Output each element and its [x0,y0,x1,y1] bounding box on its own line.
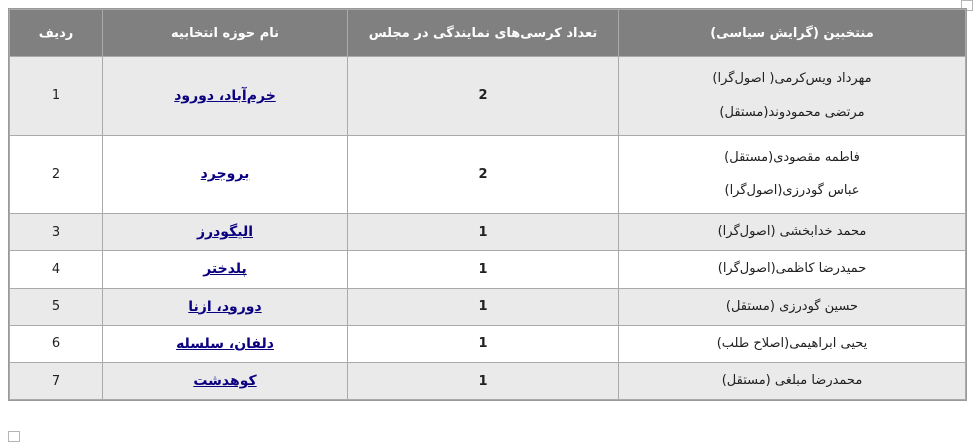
cell-row-number: 7 [10,362,103,399]
cell-voters [619,325,966,362]
constituency-link[interactable]: بروجرد [200,166,250,183]
cell-seat-count: 1 [348,362,619,399]
voter-name: یحیی ابراهیمی(اصلاح طلب) [716,335,868,351]
voter-name: محمد خدابخشی (اصول‌گرا) [717,224,867,240]
cell-row-number: 3 [10,214,103,251]
cell-voters [619,362,966,399]
constituency-link[interactable]: خرم‌آباد، دورود [174,87,276,104]
cell-voters [619,214,966,251]
column-header-row-number: ردیف [10,10,103,57]
cell-voters [619,288,966,325]
table-row [10,214,966,251]
cell-seat-count: 1 [348,288,619,325]
cell-constituency [103,214,348,251]
table-row [10,362,966,399]
table-row [10,325,966,362]
table-row [10,251,966,288]
table-header-row [10,10,966,57]
constituencies-table [9,9,966,400]
cell-seat-count: 1 [348,325,619,362]
column-header-voters: منتخبین (گرایش سیاسی) [619,10,966,57]
constituency-link[interactable]: کوهدشت [193,373,257,390]
table-row [10,135,966,214]
column-header-constituency: نام حوزه انتخابیه [103,10,348,57]
cell-constituency [103,362,348,399]
table-body [10,57,966,400]
cell-row-number: 1 [10,57,103,136]
cell-voters [619,135,966,214]
cell-row-number: 6 [10,325,103,362]
constituencies-table-container [8,8,967,401]
constituency-link[interactable]: دلفان، سلسله [176,335,274,352]
constituency-link[interactable]: پلدختر [203,261,247,278]
cell-constituency [103,57,348,136]
voter-name: عباس گودرزی(اصول‌گرا) [724,183,860,199]
cell-row-number: 4 [10,251,103,288]
page-corner-marker-bottom [8,431,20,442]
cell-seat-count: 1 [348,251,619,288]
table-row [10,288,966,325]
cell-constituency [103,251,348,288]
table-row [10,57,966,136]
cell-constituency [103,325,348,362]
cell-voters [619,57,966,136]
constituency-link[interactable]: الیگودرز [197,224,253,241]
voter-name: حمیدرضا کاظمی(اصول‌گرا) [717,261,867,277]
cell-seat-count: 2 [348,57,619,136]
constituency-link[interactable]: دورود، ازنا [188,298,262,315]
cell-constituency [103,288,348,325]
cell-row-number: 2 [10,135,103,214]
column-header-seats: تعداد کرسی‌های نمایندگی در مجلس [348,10,619,57]
voter-name: حسین گودرزی (مستقل) [725,298,859,314]
voter-name: فاطمه مقصودی(مستقل) [724,149,860,165]
voter-name: مهرداد ویس‌کرمی( اصول‌گرا) [712,71,872,86]
table-header [10,10,966,57]
cell-voters [619,251,966,288]
cell-seat-count: 2 [348,135,619,214]
voter-name: مرتضی محمودوند(مستقل) [719,104,865,120]
cell-row-number: 5 [10,288,103,325]
voter-name: محمدرضا مبلغی (مستقل) [721,372,863,388]
cell-seat-count: 1 [348,214,619,251]
cell-constituency [103,135,348,214]
